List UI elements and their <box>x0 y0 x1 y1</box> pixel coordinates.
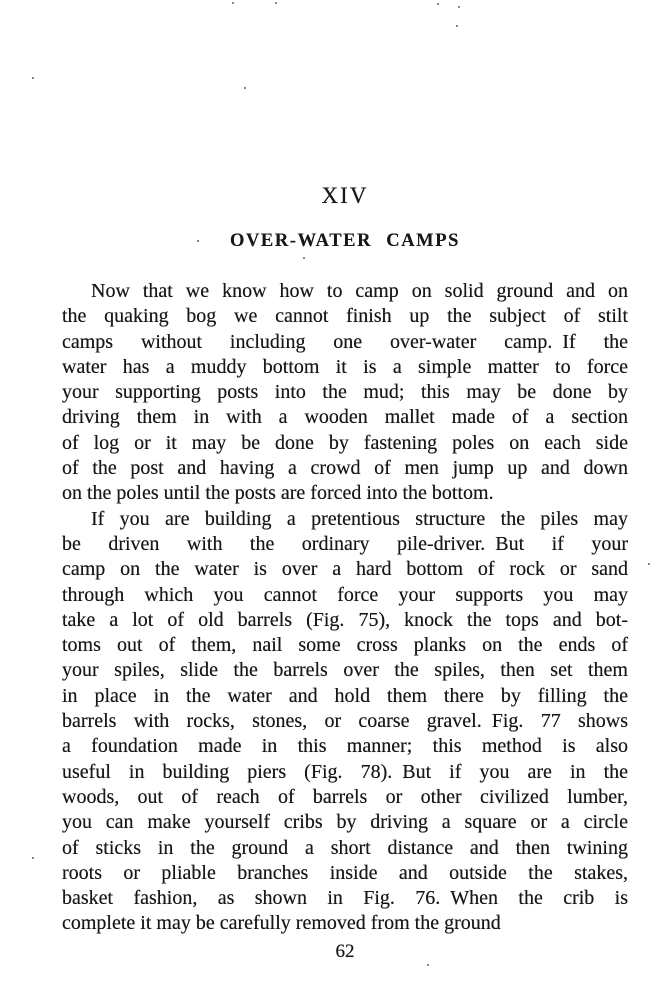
text-line: woods, out of reach of barrels or other civilized lumber, <box>62 785 628 808</box>
scan-speck <box>437 3 439 5</box>
chapter-number: XIV <box>321 183 369 208</box>
scan-speck <box>32 857 34 859</box>
text-line: If you are building a pretentious structure the piles may <box>91 507 628 530</box>
text-line: camp on the water is over a hard bottom of rock or sand <box>62 558 628 581</box>
scan-speck <box>648 563 650 565</box>
text-line: on the poles until the posts are forced into the bottom. <box>62 482 494 505</box>
text-line: of sticks in the ground a short distance and then twining <box>62 836 628 859</box>
text-line: your supporting posts into the mud; this may be done by <box>62 381 628 404</box>
scan-speck <box>427 964 429 966</box>
body-text <box>62 279 628 937</box>
text-line: complete it may be carefully removed from the ground <box>62 912 501 935</box>
scan-speck <box>32 77 34 79</box>
text-line: basket fashion, as shown in Fig. 76. When the crib is <box>62 887 628 910</box>
scan-speck <box>244 87 246 89</box>
scan-speck <box>197 240 199 242</box>
text-line: toms out of them, nail some cross planks on the ends of <box>62 634 628 657</box>
text-line: of log or it may be done by fastening poles on each side <box>62 431 628 454</box>
text-line: your spiles, slide the barrels over the spiles, then set them <box>62 659 628 682</box>
text-line: barrels with rocks, stones, or coarse gravel. Fig. 77 shows <box>62 710 628 733</box>
page-number: 62 <box>335 940 355 962</box>
scan-speck <box>456 25 458 27</box>
text-line: roots or pliable branches inside and outside the stakes, <box>62 861 628 884</box>
text-line: be driven with the ordinary pile-driver. But if your <box>62 532 628 555</box>
text-line: useful in building piers (Fig. 78). But if you are in the <box>62 760 628 783</box>
scan-speck <box>458 6 460 8</box>
text-line: of the post and having a crowd of men jump up and down <box>62 457 628 480</box>
chapter-title: OVER-WATER CAMPS <box>229 231 461 251</box>
text-line: Now that we know how to camp on solid ground and on <box>91 280 628 302</box>
text-line: water has a muddy bottom it is a simple matter to force <box>62 355 628 378</box>
text-line: you can make yourself cribs by driving a square or a circle <box>62 811 628 834</box>
scan-speck <box>275 2 277 4</box>
scan-speck <box>232 2 234 4</box>
text-line: driving them in with a wooden mallet made of a section <box>62 406 628 429</box>
text-line: a foundation made in this manner; this method is also <box>62 735 628 758</box>
page-content <box>62 184 628 962</box>
text-line: through which you cannot force your supports you may <box>62 583 628 606</box>
text-line: take a lot of old barrels (Fig. 75), knock the tops and bot- <box>62 608 628 631</box>
scan-speck <box>303 257 305 259</box>
text-line: in place in the water and hold them there by filling the <box>62 684 628 707</box>
text-line: the quaking bog we cannot finish up the subject of stilt <box>62 305 628 328</box>
text-line: camps without including one over-water camp. If the <box>62 330 628 353</box>
